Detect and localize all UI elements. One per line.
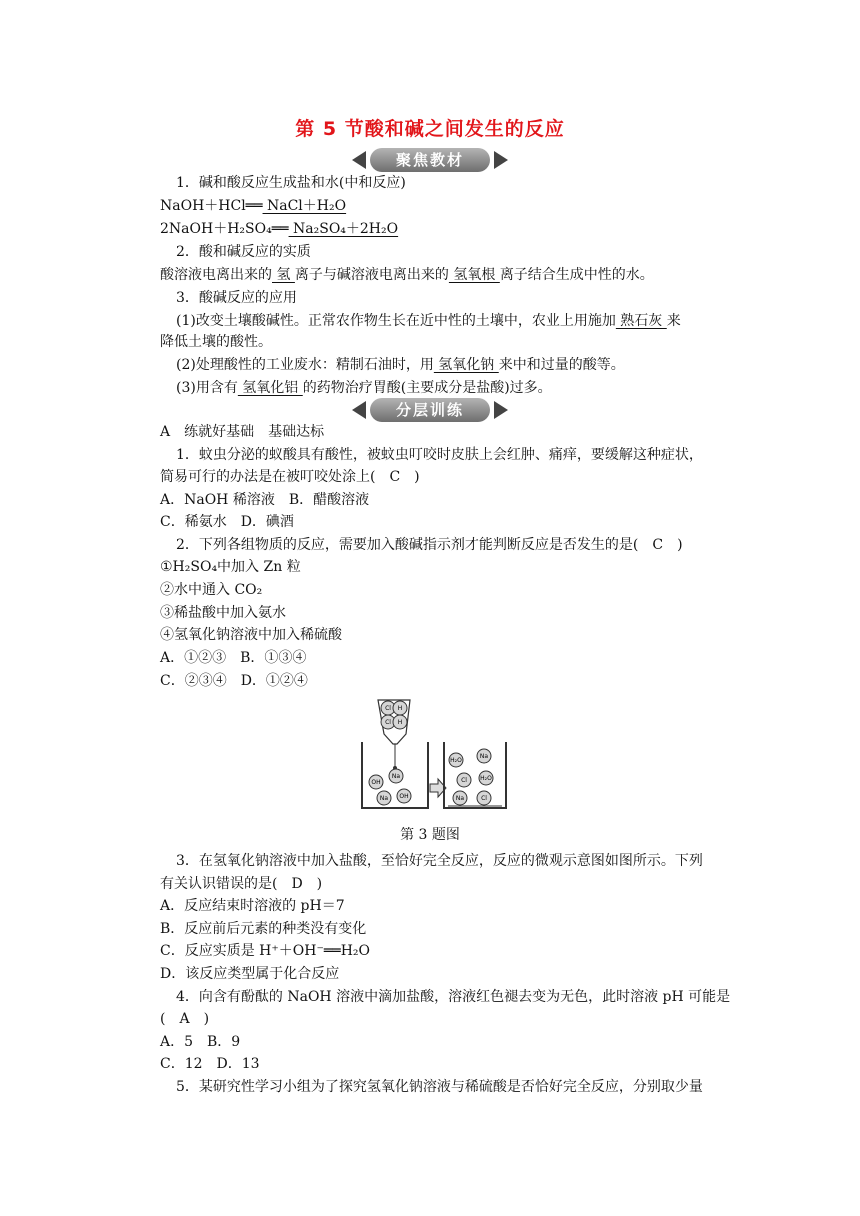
answer-blank: NaCl＋H₂O — [262, 198, 347, 214]
text-line: 3．在氢氧化钠溶液中加入盐酸，至恰好完全反应，反应的微观示意图如图所示。下列 — [176, 853, 703, 869]
text-line: ②水中通入 CO₂ — [160, 582, 263, 598]
ion-label: Cl — [461, 777, 467, 784]
text-line: B．反应前后元素的种类没有变化 — [160, 921, 367, 937]
text-line: 2NaOH＋H₂SO₄══ Na₂SO₄＋2H₂O — [160, 221, 399, 237]
ion-label: H — [397, 719, 403, 726]
text-line: C．②③④ D．①②④ — [160, 673, 308, 689]
text-line: ①H₂SO₄中加入 Zn 粒 — [160, 559, 301, 575]
text-line: 2．下列各组物质的反应，需要加入酸碱指示剂才能判断反应是否发生的是( C ) — [176, 537, 683, 553]
right-arrow-icon — [494, 151, 508, 169]
left-arrow-icon — [352, 151, 366, 169]
text-line: 1．碱和酸反应生成盐和水(中和反应) — [176, 175, 406, 191]
left-arrow-icon — [352, 401, 366, 419]
text-line: 3．酸碱反应的应用 — [176, 290, 297, 306]
text-line: C．反应实质是 H⁺＋OH⁻══H₂O — [160, 943, 370, 959]
text-line: ④氢氧化钠溶液中加入稀硫酸 — [160, 627, 342, 643]
text-line: 降低土壤的酸性。 — [160, 334, 272, 350]
text-line: C．稀氨水 D．碘酒 — [160, 514, 294, 530]
answer-blank: 氢氧化钠 — [433, 357, 499, 373]
text-line: 有关认识错误的是( D ) — [160, 876, 323, 892]
ion-label: H₂O — [480, 775, 492, 782]
text-line: 1．蚊虫分泌的蚁酸具有酸性，被蚊虫叮咬时皮肤上会红肿、痛痒，要缓解这种症状， — [176, 447, 703, 463]
section-banner-focus — [0, 148, 860, 172]
text-line: C．12 D．13 — [160, 1056, 260, 1072]
banner-label: 聚焦教材 — [370, 148, 490, 172]
answer-blank: 氢 — [272, 267, 295, 283]
text-line: (2)处理酸性的工业废水：精制石油时，用 氢氧化钠 来中和过量的酸等。 — [176, 357, 625, 373]
figure-caption: 第 3 题图 — [400, 827, 460, 843]
text-line: 酸溶液电离出来的 氢 离子与碱溶液电离出来的 氢氧根 离子结合生成中性的水。 — [160, 267, 654, 283]
banner-label: 分层训练 — [370, 398, 490, 422]
text-line: A．反应结束时溶液的 pH＝7 — [160, 898, 345, 914]
text-line: (3)用含有 氢氧化铝 的药物治疗胃酸(主要成分是盐酸)过多。 — [176, 380, 552, 396]
text-line: ( A ) — [160, 1011, 210, 1027]
section-banner-practice — [0, 398, 860, 422]
text-line: 5．某研究性学习小组为了探究氢氧化钠溶液与稀硫酸是否恰好完全反应，分别取少量 — [176, 1079, 703, 1095]
ion-label: Na — [479, 753, 489, 760]
text-line: A 练就好基础 基础达标 — [160, 424, 325, 440]
answer-blank: 熟石灰 — [615, 313, 667, 329]
text-line: NaOH＋HCl══ NaCl＋H₂O — [160, 198, 347, 214]
page-title: 第 5 节酸和碱之间发生的反应 — [295, 118, 565, 140]
ion-label: Cl — [481, 795, 487, 802]
text-line: ③稀盐酸中加入氨水 — [160, 605, 286, 621]
text-line: A．NaOH 稀溶液 B．醋酸溶液 — [160, 492, 370, 508]
text-line: D．该反应类型属于化合反应 — [160, 966, 340, 982]
ion-label: Na — [455, 795, 465, 802]
ion-label: Na — [379, 795, 389, 802]
text-line: 4．向含有酚酞的 NaOH 溶液中滴加盐酸，溶液红色褪去变为无色，此时溶液 pH 可能是 — [176, 989, 731, 1005]
ion-label: Cl — [385, 719, 391, 726]
text-line: A．①②③ B．①③④ — [160, 650, 307, 666]
right-arrow-icon — [494, 401, 508, 419]
text-line: (1)改变土壤酸碱性。正常农作物生长在近中性的土壤中，农业上用施加 熟石灰 来 — [176, 313, 681, 329]
ion-label: Na — [391, 773, 401, 780]
ion-label: OH — [371, 779, 381, 786]
answer-blank: 氢氧根 — [448, 267, 500, 283]
answer-blank: 氢氧化铝 — [237, 380, 303, 396]
ion-label: H — [397, 705, 403, 712]
ion-label: H₂O — [450, 757, 462, 764]
ion-label: OH — [399, 793, 409, 800]
text-line: 简易可行的办法是在被叮咬处涂上( C ) — [160, 469, 420, 485]
answer-blank: Na₂SO₄＋2H₂O — [288, 221, 399, 237]
text-line: A．5 B．9 — [160, 1034, 241, 1050]
text-line: 2．酸和碱反应的实质 — [176, 244, 311, 260]
reaction-diagram — [360, 698, 508, 812]
ion-label: Cl — [385, 705, 391, 712]
